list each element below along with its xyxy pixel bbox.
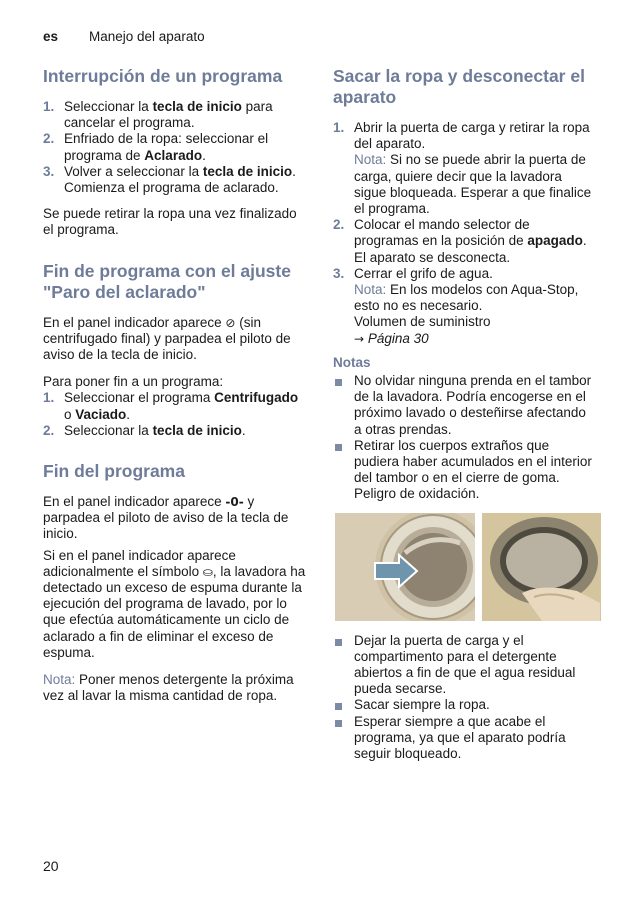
list-item: No olvidar ninguna prenda en el tambor de la lavadora. Podría encogerse en el próximo lavado o desteñirse afectando a otras prendas. xyxy=(333,373,596,438)
fin-aclarado-steps xyxy=(43,390,306,439)
section-title: Manejo del aparato xyxy=(89,29,205,44)
bullet-icon xyxy=(335,379,342,386)
list-item: Sacar siempre la ropa. xyxy=(333,697,596,713)
heading-fin-programa: Fin del programa xyxy=(43,461,185,482)
list-item: Retirar los cuerpos extraños que pudiera haber acumulados en el interior del tambor o en el cierre de goma. Peligro de oxidación. xyxy=(333,438,596,503)
right-column xyxy=(333,66,596,762)
language-code: es xyxy=(43,29,59,44)
fin-programa-paragraph: En el panel indicador aparece -0- y parpadea el piloto de aviso de la tecla de inicio. xyxy=(43,494,289,542)
fin-aclarado-paragraph: En el panel indicador aparece ⊘ (sin centrifugado final) y parpadea el piloto de aviso de la tecla de inicio. xyxy=(43,314,291,363)
illustration xyxy=(335,513,601,621)
washer-door-photo xyxy=(335,513,475,621)
list-item: 1. Seleccionar el programa Centrifugado o Vaciado. xyxy=(43,390,299,422)
list-item: Dejar la puerta de carga y el compartimento para el detergente abiertos a fin de que el agua residual pueda secarse. xyxy=(333,633,596,698)
list-item: Esperar siempre a que acabe el programa, ya que el aparato podría seguir bloqueado. xyxy=(333,714,596,763)
page-header xyxy=(43,29,205,44)
page-reference-link[interactable]: Página 30 xyxy=(367,330,429,346)
notas-heading: Notas xyxy=(333,354,371,370)
fin-programa-note: Nota: Poner menos detergente la próxima vez al lavar la misma cantidad de ropa. xyxy=(43,672,294,704)
washer-door-drawing xyxy=(335,513,475,621)
door-seal-photo xyxy=(482,513,601,621)
left-column xyxy=(43,66,306,715)
list-item: 1. Abrir la puerta de carga y retirar la ropa del aparato. Nota: Si no se puede abrir la puerta de carga, quiere decir que la lavadora sigue bloqueada. Esperar a que finalice el programa. xyxy=(333,120,592,217)
espuma-paragraph: Si en el panel indicador aparece adicionalmente el símbolo ⛀, la lavadora ha detectado un exceso de espuma durante la ejecución del programa de lavado, por lo que efectúa automáticamente un ciclo de aclarado a fin de eliminar el exceso de espuma. xyxy=(43,547,306,660)
interrupcion-paragraph: Se puede retirar la ropa una vez finalizado el programa. xyxy=(43,206,297,238)
heading-interrupcion: Interrupción de un programa xyxy=(43,66,283,86)
final-notes-list xyxy=(333,633,596,763)
fin-aclarado-intro: Para poner fin a un programa: xyxy=(43,374,224,390)
heading-sacar-ropa: Sacar la ropa y desconectar el aparato xyxy=(333,66,585,107)
door-seal-drawing xyxy=(482,513,601,621)
list-item: 2. Seleccionar la tecla de inicio. xyxy=(43,422,246,438)
list-item: 2. Enfriado de la ropa: seleccionar el programa de Aclarado. xyxy=(43,131,269,163)
list-item: 1. Seleccionar la tecla de inicio para cancelar el programa. xyxy=(43,99,273,131)
list-item: 3. Cerrar el grifo de agua. Nota: En los modelos con Aqua-Stop, esto no es necesario. Volumen de suministro → Página 30 xyxy=(333,265,579,346)
list-item: 2. Colocar el mando selector de programas en la posición de apagado. El aparato se desconecta. xyxy=(333,217,587,265)
heading-fin-aclarado: Fin de programa con el ajuste "Paro del aclarado" xyxy=(43,260,291,302)
notas-list xyxy=(333,373,596,503)
list-item: 3. Volver a seleccionar la tecla de inicio. Comienza el programa de aclarado. xyxy=(43,163,296,196)
sacar-steps xyxy=(333,120,596,347)
page-number: 20 xyxy=(43,858,59,874)
arrow-right-icon: → xyxy=(354,331,365,346)
bullet-icon xyxy=(335,639,342,646)
foam-icon: ⛀ xyxy=(202,564,213,579)
bullet-icon xyxy=(335,444,342,451)
bullet-icon xyxy=(335,720,342,727)
no-spin-icon: ⊘ xyxy=(225,315,236,330)
interrupcion-steps xyxy=(43,99,306,196)
bullet-icon xyxy=(335,703,342,710)
end-display-icon: -0- xyxy=(225,495,244,510)
